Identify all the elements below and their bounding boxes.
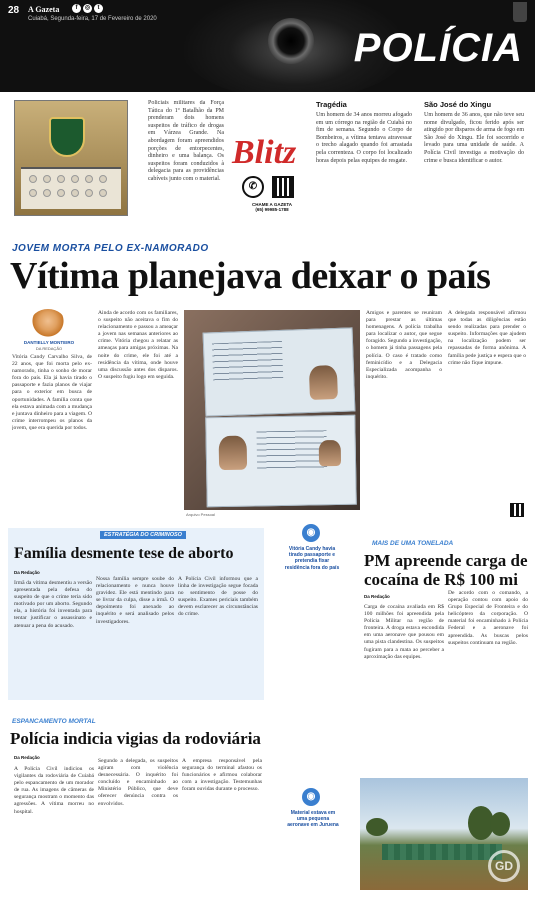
column-title: São José do Xingu — [424, 100, 492, 109]
drug-packages — [382, 844, 502, 860]
main-headline[interactable]: Vítima planejava deixar o país — [10, 255, 491, 297]
rodoviaria-byline: Da Redação — [14, 755, 40, 760]
cocaina-photo-caption: Material estava em uma pequena aeronave em Juruena — [287, 810, 339, 829]
passport-page-1 — [203, 327, 356, 416]
instagram-icon[interactable]: ◎ — [84, 5, 91, 11]
blitz-column-sao-jose — [424, 100, 524, 220]
blitz-lead-text: Policiais militares da Força Tática do 1º Batalhão da PM prenderam dois homens suspeitos de tráfico de drogas em Várzea Grande. Na abordagem foram apreendidos porções de entorpecentes, dinheiro e uma balança. Os suspeitos foram conduzidos à delegacia para as providências cabíveis junto com o material. — [148, 100, 224, 182]
section-header — [0, 0, 535, 92]
passport-face-2 — [219, 436, 248, 470]
author-avatar — [30, 309, 66, 339]
blitz-brand: Blitz — [232, 134, 297, 171]
seized-items-table — [21, 167, 121, 209]
corner-tab — [513, 2, 527, 22]
blitz-photo — [14, 100, 128, 216]
column-title: Tragédia — [316, 100, 347, 109]
social-icons — [72, 4, 103, 13]
rodoviaria-column-1: A Polícia Civil indiciou os vigilantes da rodoviária de Cuiabá pelo espancamento de um morador de rua. As imagens de câmeras de segurança mostram o momento das agressões. A vítima morreu no hospital. — [14, 766, 94, 815]
column-text: Um homem de 36 anos, que não teve seu nome divulgado, ficou ferido após ser atingido por disparos de arma de fogo em São José do Xingu. Ele foi socorrido e levado para uma unidade de saúde. A Polícia Civil investiga a motivação do crime e busca identificar o autor. — [424, 112, 524, 164]
twitter-icon[interactable]: t — [94, 4, 103, 13]
aborto-column-2: Nossa família sempre soube do relacionamento e nunca houve gravidez. Ele está mentindo para se livrar da culpa, disse a irmã. O depoimento foi anexado ao inquérito e será analisado pelos investigadores. — [96, 576, 174, 625]
contact-label: CHAME A GAZETA (65) 99985-1788 — [251, 202, 293, 212]
dateline: Cuiabá, Segunda-feira, 17 de Fevereiro de 2020 — [28, 16, 157, 22]
main-column-3: Amigos e parentes se reuniram para prestar as últimas homenagens. A polícia trabalha para localizar o autor, que segue foragido. Segundo a investigação, o homem já tinha passagens pela polícia. O caso é tratado como feminicídio e a Delegacia Especializada acompanha o inquérito. — [366, 310, 442, 380]
watermark-logo: GD — [488, 850, 520, 882]
cocaina-column-2: De acordo com o comando, a operação contou com apoio do Grupo Especial de Fronteira e do helicóptero da corporação. O material foi encaminhado à Polícia Federal e a aeronave foi apreendida. As buscas pelos suspeitos continuam na região. — [448, 590, 528, 646]
main-column-1: Vitória Candy Carvalho Silva, de 22 anos, que foi morta pelo ex-namorado, tinha o sonho de morar fora do país. Ela já havia tirado o passaporte e fazia planos de viajar para o exterior em busca de oportunidades. A família conta que ela estava animada com a mudança e juntava dinheiro para a viagem. O crime interrompeu os planos da jovem, que era querida por todos. — [12, 354, 92, 431]
cocaina-byline: Da Redação — [364, 594, 390, 599]
passport-photo — [184, 310, 360, 510]
main-column-2: Ainda de acordo com os familiares, o suspeito não aceitava o fim do relacionamento e passou a ameaçar a jovem nas semanas anteriores ao crime. Vitória chegou a relatar as ameaças para amigas próximas. Na noite do crime, ele foi até a residência da vítima, onde houve uma discussão antes dos disparos. O suspeito fugiu logo em seguida. — [98, 310, 178, 380]
author-name: DANTIELLY MONTEIRO — [23, 340, 75, 345]
photo-caption: Vitória Candy havia tirado passaporte e pretendia fixar residência fora do país — [284, 546, 340, 571]
rodoviaria-column-2: Segundo a delegada, os suspeitos agiram com violência desnecessária. O inquérito foi concluído e encaminhado ao Ministério Público, que deve oferecer denúncia contra os envolvidos. — [98, 758, 178, 807]
blitz-contact[interactable] — [240, 176, 304, 216]
aborto-kicker: ESTRATÉGIA DO CRIMINOSO — [100, 531, 186, 539]
page-number: 28 — [8, 5, 20, 16]
eye-pupil-graphic — [268, 18, 314, 64]
cocaina-kicker: MAIS DE UMA TONELADA — [372, 540, 454, 547]
qr-code-icon — [272, 176, 294, 198]
aborto-column-1: Irmã da vítima desmentiu a versão apresentada pela defesa do suspeito de que o crime teria sido motivado por um aborto. Segundo ela, a história foi inventada para tentar justificar o assassinato e atenuar a pena do acusado. — [14, 580, 92, 629]
aborto-byline: Da Redação — [14, 570, 40, 575]
photo-credit: Arquivo Pessoal — [186, 512, 215, 517]
airplane-seizure-photo — [360, 778, 528, 890]
rodoviaria-column-3: A empresa responsável pela segurança do terminal afastou os funcionários e afirmou colaborar com a investigação. Testemunhas foram ouvidas durante o processo. — [182, 758, 262, 793]
rodoviaria-headline[interactable]: Polícia indicia vigias da rodoviária — [10, 729, 261, 748]
cocaina-column-1: Carga de cocaína avaliada em R$ 100 milhões foi apreendida pela Polícia Militar na região de fronteira. A droga estava escondida em uma aeronave que pousou em uma pista clandestina. Os suspeitos fugiram para a mata ao perceber a aproximação das equipes. — [364, 604, 444, 660]
police-badge-icon — [49, 117, 85, 157]
main-column-4: A delegada responsável afirmou que todas as diligências estão sendo realizadas para prender o suspeito. Informações que ajudem na localização podem ser repassadas de forma anônima. A família pede justiça e espera que o crime não fique impune. — [448, 310, 526, 366]
passport-face-1 — [309, 365, 338, 400]
camera-icon: ◉ — [302, 524, 320, 542]
cocaina-headline[interactable]: PM apreende carga de cocaína de R$ 100 mi — [364, 551, 528, 589]
whatsapp-icon: ✆ — [242, 176, 264, 198]
passport-page-2 — [205, 415, 357, 508]
camera-icon: ◉ — [302, 788, 320, 806]
section-title: POLÍCIA — [353, 26, 523, 70]
author-role: DA REDAÇÃO — [35, 346, 63, 351]
main-kicker: JOVEM MORTA PELO EX-NAMORADO — [12, 243, 209, 254]
qr-code-icon[interactable] — [510, 503, 524, 517]
aborto-column-3: A Polícia Civil informou que a linha de investigação segue focada no sentimento de posse do suspeito. Exames periciais também devem esclarecer as circunstâncias do crime. — [178, 576, 258, 618]
blitz-column-tragedia — [316, 100, 412, 220]
newspaper-name: A Gazeta — [28, 5, 60, 14]
passport-face-3 — [319, 440, 341, 466]
rodoviaria-kicker: ESPANCAMENTO MORTAL — [12, 718, 96, 725]
facebook-icon[interactable]: f — [72, 4, 81, 13]
column-text: Um homem de 34 anos morreu afogado em um córrego na região de Cuiabá no fim de semana. Segundo o Corpo de Bombeiros, a vítima tentava atravessar o trecho alagado quando foi arrastada pela correnteza. O corpo foi localizado horas depois pelas equipes de resgate. — [316, 112, 412, 164]
aborto-headline[interactable]: Família desmente tese de aborto — [14, 545, 234, 562]
